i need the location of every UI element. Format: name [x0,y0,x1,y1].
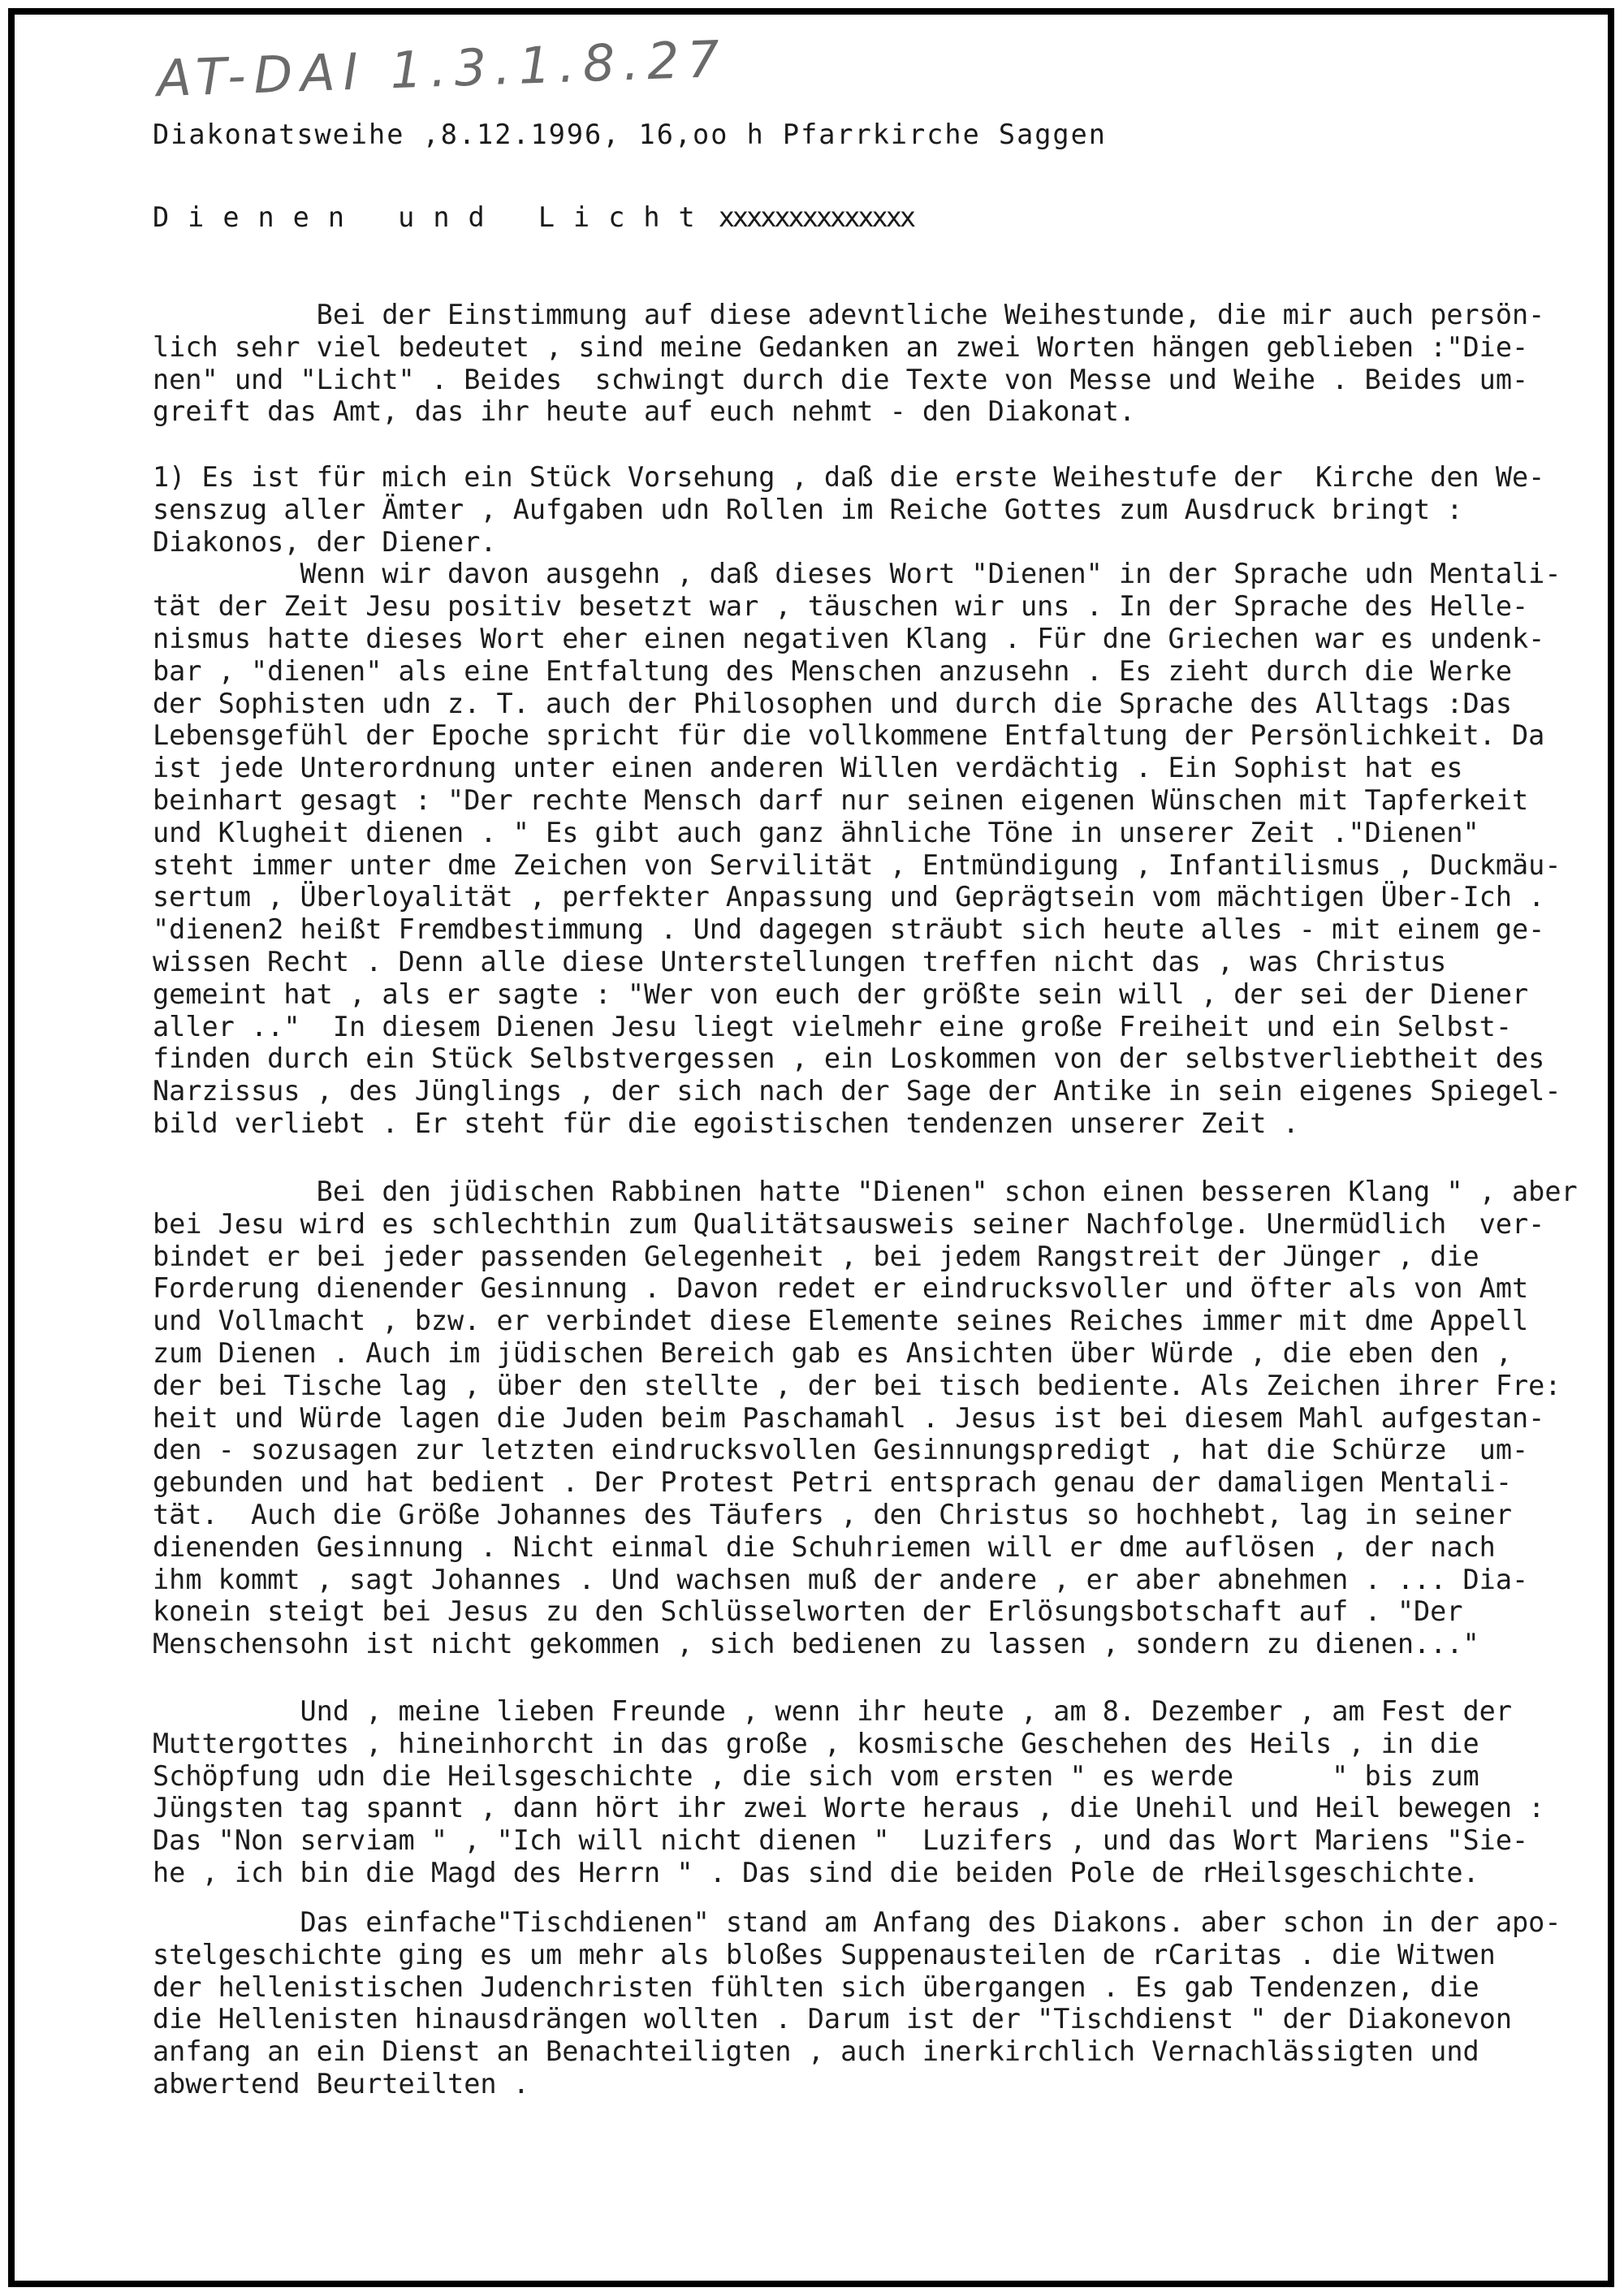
document-page [8,8,1614,2287]
archive-reference-handwritten: AT-DAI 1.3.1.8.27 [155,28,729,109]
paragraph-rabbinen: Bei den jüdischen Rabbinen hatte "Dienen" schon einen besseren Klang " , aber bei Jesu wird es schlechthin zum Qualitätsausweis seiner Nachfolge. Unermüdlich ver- bindet er bei jeder passenden Gelegenheit , bei jedem Rangstreit der Jünger , die Forderung dienender Gesinnung . Davon redet er eindrucksvoller und öfter als von Amt und Vollmacht , bzw. er verbindet diese Elemente seines Reiches immer mit dme Appell zum Dienen . Auch im jüdischen Bereich gab es Ansichten über Würde , die eben den , der bei Tische lag , über den stellte , der bei tisch bediente. Als Zeichen ihrer Fre: heit und Würde lagen die Juden beim Paschamahl . Jesus ist bei diesem Mahl aufgestan- den - sozusagen zur letzten eindrucksvollen Gesinnungspredigt , hat die Schürze um- gebunden und hat bedient . Der Protest Petri entsprach genau der damaligen Mentali- tät. Auch die Größe Johannes des Täufers , den Christus so hochhebt, lag in seiner dienenden Gesinnung . Nicht einmal die Schuhriemen will er dme auflösen , der nach ihm kommt , sagt Johannes . Und wachsen muß der andere , er aber abnehmen . ... Dia- konein steigt bei Jesus zu den Schlüsselworten der Erlösungsbotschaft auf . "Der Menschensohn ist nicht gekommen , sich bedienen zu lassen , sondern zu dienen..." [153,1176,1578,1660]
document-title [153,201,914,233]
title-struck-out: xxxxxxxxxxxxxx [718,201,914,233]
paragraph-section-1: 1) Es ist für mich ein Stück Vorsehung , daß die erste Weihestufe der Kirche den We- senszug aller Ämter , Aufgaben udn Rollen im Reiche Gottes zum Ausdruck bringt : Diakonos, der Diener. Wenn wir davon ausgehn , daß dieses Wort "Dienen" in der Sprache udn Mentali- tät der Zeit Jesu positiv besetzt war , täuschen wir uns . In der Sprache des Helle- nismus hatte dieses Wort eher einen negativen Klang . Für dne Griechen war es undenk- bar , "dienen" als eine Entfaltung des Menschen anzusehn . Es zieht durch die Werke der Sophisten udn z. T. auch der Philosophen und durch die Sprache des Alltags :Das Lebensgefühl der Epoche spricht für die vollkommene Entfaltung der Persönlichkeit. Da ist jede Unterordnung unter einen anderen Willen verdächtig . Ein Sophist hat es beinhart gesagt : "Der rechte Mensch darf nur seinen eigenen Wünschen mit Tapferkeit und Klugheit dienen . " Es gibt auch ganz ähnliche Töne in unserer Zeit ."Dienen" steht immer unter dme Zeichen von Servilität , Entmündigung , Infantilismus , Duckmäu- sertum , Überloyalität , perfekter Anpassung und Geprägtsein vom mächtigen Über-Ich . "dienen2 heißt Fremdbestimmung . Und dagegen sträubt sich heute alles - mit einem ge- wissen Recht . Denn alle diese Unterstellungen treffen nicht das , was Christus gemeint hat , als er sagte : "Wer von euch der größte sein will , der sei der Diener aller .." In diesem Dienen Jesu liegt vielmehr eine große Freiheit und ein Selbst- finden durch ein Stück Selbstvergessen , ein Loskommen von der selbstverliebtheit des Narzissus , des Jünglings , der sich nach der Sage der Antike in sein eigenes Spiegel- bild verliebt . Er steht für die egoistischen tendenzen unserer Zeit . [153,461,1561,1139]
paragraph-tischdienen: Das einfache"Tischdienen" stand am Anfang des Diakons. aber schon in der apo- stelgeschichte ging es um mehr als bloßes Suppenausteilen de rCaritas . die Witwen der hellenistischen Judenchristen fühlten sich übergangen . Es gab Tendenzen, die die Hellenisten hinausdrängen wollten . Darum ist der "Tischdienst " der Diakonevon anfang an ein Dienst an Benachteiligten , auch inerkirchlich Vernachlässigten und abwertend Beurteilten . [153,1906,1561,2100]
document-header: Diakonatsweihe ,8.12.1996, 16,oo h Pfarrkirche Saggen [153,119,1107,150]
paragraph-freunde: Und , meine lieben Freunde , wenn ihr heute , am 8. Dezember , am Fest der Muttergottes , hineinhorcht in das große , kosmische Geschehen des Heils , in die Schöpfung udn die Heilsgeschichte , die sich vom ersten " es werde " bis zum Jüngsten tag spannt , dann hört ihr zwei Worte heraus , die Unehil und Heil bewegen : Das "Non serviam " , "Ich will nicht dienen " Luzifers , und das Wort Mariens "Sie- he , ich bin die Magd des Herrn " . Das sind die beiden Pole de rHeilsgeschichte. [153,1695,1545,1888]
paragraph-intro: Bei der Einstimmung auf diese adevntliche Weihestunde, die mir auch persön- lich sehr viel bedeutet , sind meine Gedanken an zwei Worten hängen geblieben :"Die- nen" und "Licht" . Beides schwingt durch die Texte von Messe und Weihe . Beides um- greift das Amt, das ihr heute auf euch nehmt - den Diakonat. [153,299,1545,428]
title-text: Dienen und Licht [153,201,714,233]
